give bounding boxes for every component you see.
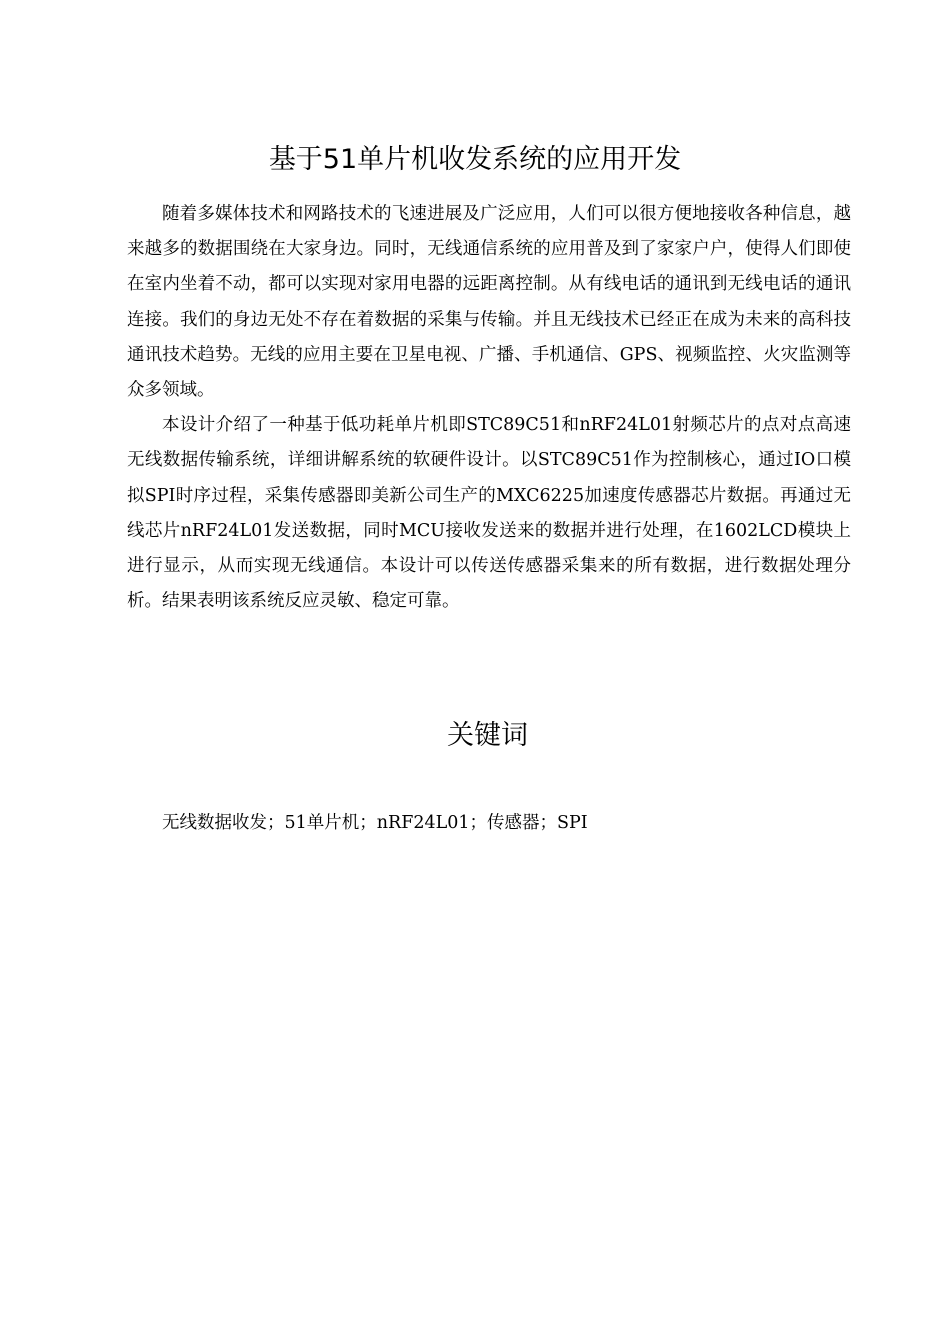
abstract-paragraph-1: 随着多媒体技术和网路技术的飞速进展及广泛应用，人们可以很方便地接收各种信息，越来越多的数据围绕在大家身边。同时，无线通信系统的应用普及到了家家户户，使得人们即使在室内坐着不动，都可以实现对家用电器的远距离控制。从有线电话的通讯到无线电话的通讯连接。我们的身边无处不存在着数据的采集与传输。并且无线技术已经正在成为未来的高科技通讯技术趋势。无线的应用主要在卫星电视、广播、手机通信、GPS、视频监控、火灾监测等众多领域。	[127, 204, 851, 401]
keywords-heading: 关键词	[447, 720, 528, 751]
document-title: 基于51单片机收发系统的应用开发	[268, 144, 682, 175]
abstract-body	[127, 197, 851, 619]
abstract-paragraph-2: 本设计介绍了一种基于低功耗单片机即STC89C51和nRF24L01射频芯片的点对点高速无线数据传输系统，详细讲解系统的软硬件设计。以STC89C51作为控制核心，通过IO口模拟SPI时序过程，采集传感器即美新公司生产的MXC6225加速度传感器芯片数据。再通过无线芯片nRF24L01发送数据，同时MCU接收发送来的数据并进行处理，在1602LCD模块上进行显示，从而实现无线通信。本设计可以传送传感器采集来的所有数据，进行数据处理分析。结果表明该系统反应灵敏、稳定可靠。	[127, 415, 851, 612]
keywords-list: 无线数据收发；51单片机；nRF24L01；传感器；SPI	[162, 813, 588, 833]
